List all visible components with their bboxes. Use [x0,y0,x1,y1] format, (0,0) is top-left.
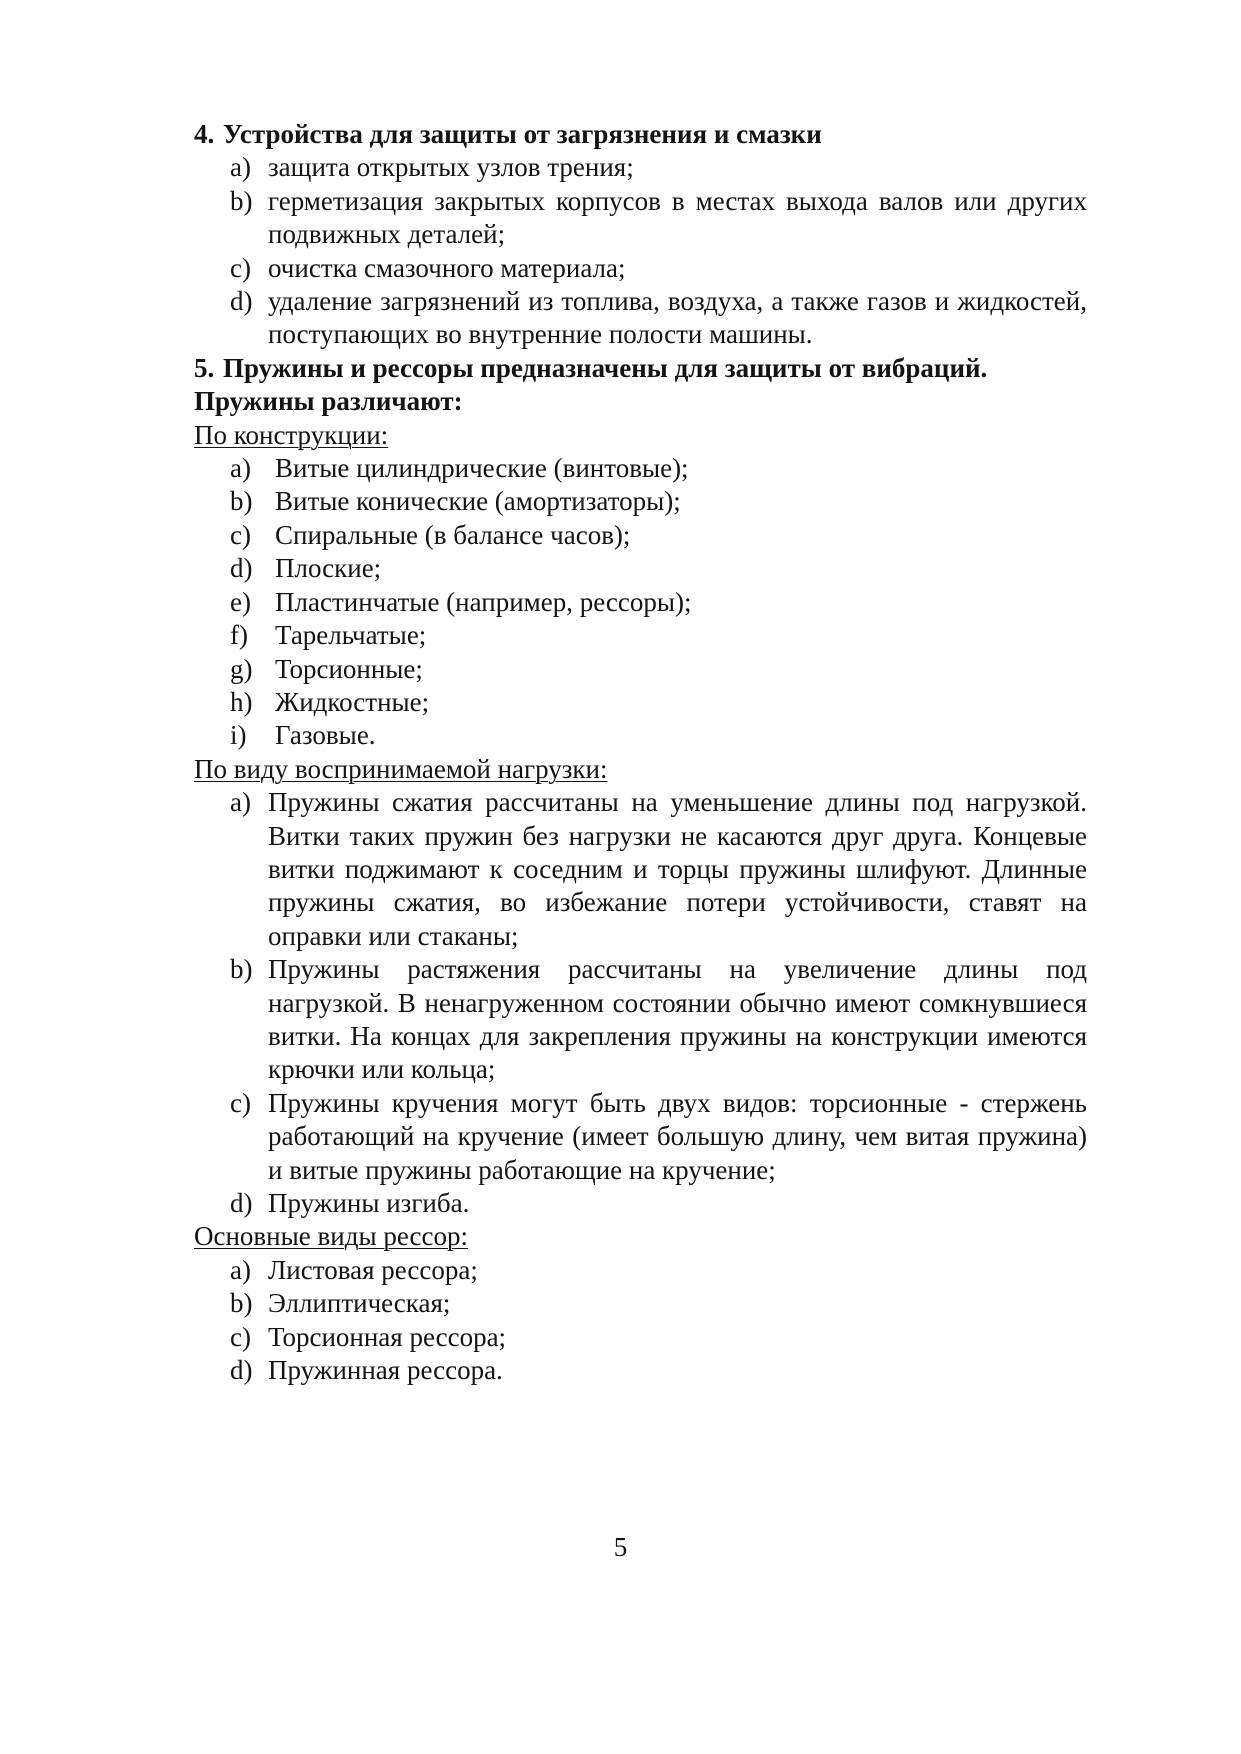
list-item [194,1287,1087,1320]
section-5-title: Пружины и рессоры предназначены для защиты от вибраций. [223,352,988,383]
list-marker: d) [230,553,253,584]
list-marker: c) [230,1321,251,1352]
list-item-text: Витые цилиндрические (винтовые); [275,453,689,484]
section-5-heading [194,352,1087,385]
page-number: 5 [613,1532,628,1562]
list-item-text: Пружинная рессора. [268,1355,503,1386]
list-marker: b) [230,954,253,985]
list-item-text: Торсионная рессора; [268,1321,507,1352]
list-marker: f) [230,620,248,651]
list-marker: b) [230,1288,253,1319]
list-item-text: Жидкостные; [275,686,430,717]
list-marker: g) [230,653,253,684]
list-marker: i) [230,720,247,751]
list-item-text: Спиральные (в балансе часов); [275,519,631,550]
list-marker: c) [230,519,251,550]
list-marker: c) [230,1087,251,1118]
list-item [194,285,1087,352]
list-item [194,786,1087,953]
list-item [194,1187,1087,1220]
section-4-list [194,151,1087,351]
list-marker: b) [230,486,253,517]
list-item [194,485,1087,518]
list-marker: d) [230,1188,253,1218]
by-load-list [194,786,1087,1220]
list-item [194,619,1087,652]
section-4-number: 4. [194,119,215,149]
list-marker: h) [230,686,253,717]
list-marker: e) [230,586,251,617]
list-marker: a) [230,453,251,484]
by-design-list [194,452,1087,753]
list-item-text: защита открытых узлов трения; [268,152,634,183]
list-item [194,452,1087,485]
list-item [194,151,1087,184]
list-item [194,1087,1087,1187]
list-item-text: герметизация закрытых корпусов в местах выхода валов или других подвижных деталей; [268,185,1087,250]
section-5-subtitle: Пружины различают: [194,386,463,417]
list-item [194,185,1087,252]
section-4-title: Устройства для защиты от загрязнения и смазки [223,119,822,149]
list-item [194,686,1087,719]
list-item [194,1254,1087,1287]
list-item-text: Торсионные; [275,653,423,684]
list-item [194,552,1087,585]
list-item [194,519,1087,552]
springs-types-label: Основные виды рессор: [194,1221,468,1252]
list-marker: a) [230,787,251,818]
list-item-text: Пружины сжатия рассчитаны на уменьшение длины под нагрузкой. Витки таких пружин без нагрузки не касаются друг друга. Концевые витки поджимают к соседним и торцы пружины шлифуют. Длинные пружины сжатия, во избежание потери устойчивости, ставят на оправки или стаканы; [268,787,1087,951]
list-item [194,1354,1087,1387]
list-item [194,1321,1087,1354]
list-item-text: Витые конические (амортизаторы); [275,486,681,517]
list-item-text: Листовая рессора; [268,1254,478,1285]
list-item [194,653,1087,686]
list-item-text: удаление загрязнений из топлива, воздуха, а также газов и жидкостей, поступающих во внутренние полости машины. [268,286,1087,350]
page-content [194,118,1087,1387]
by-design-label: По конструкции: [194,419,389,450]
list-item-text: очистка смазочного материала; [268,252,626,283]
list-marker: a) [230,1254,251,1285]
list-item-text: Тарельчатые; [275,620,427,651]
list-item-text: Газовые. [275,720,376,751]
list-marker: d) [230,1355,253,1386]
list-item-text: Пружины изгиба. [268,1188,470,1218]
section-4-heading [194,118,1087,151]
list-item-text: Эллиптическая; [268,1288,451,1319]
list-item [194,252,1087,285]
springs-types-list [194,1254,1087,1388]
section-5-number: 5. [194,352,215,383]
list-marker: c) [230,252,251,283]
list-item [194,719,1087,752]
list-item-text: Пружины кручения могут быть двух видов: торсионные - стержень работающий на кручение (имеет большую длину, чем витая пружина) и витые пружины работающие на кручение; [268,1087,1087,1185]
by-load-label: По виду воспринимаемой нагрузки: [194,753,608,784]
list-item-text: Плоские; [275,553,382,584]
list-item-text: Пружины растяжения рассчитаны на увеличение длины под нагрузкой. В ненагруженном состоянии обычно имеют сомкнувшиеся витки. На концах для закрепления пружины на конструкции имеются крючки или кольца; [268,954,1087,1085]
list-item [194,586,1087,619]
list-item-text: Пластинчатые (например, рессоры); [275,586,692,617]
list-item [194,953,1087,1087]
list-marker: b) [230,185,253,216]
list-marker: d) [230,286,253,317]
list-marker: a) [230,152,251,183]
